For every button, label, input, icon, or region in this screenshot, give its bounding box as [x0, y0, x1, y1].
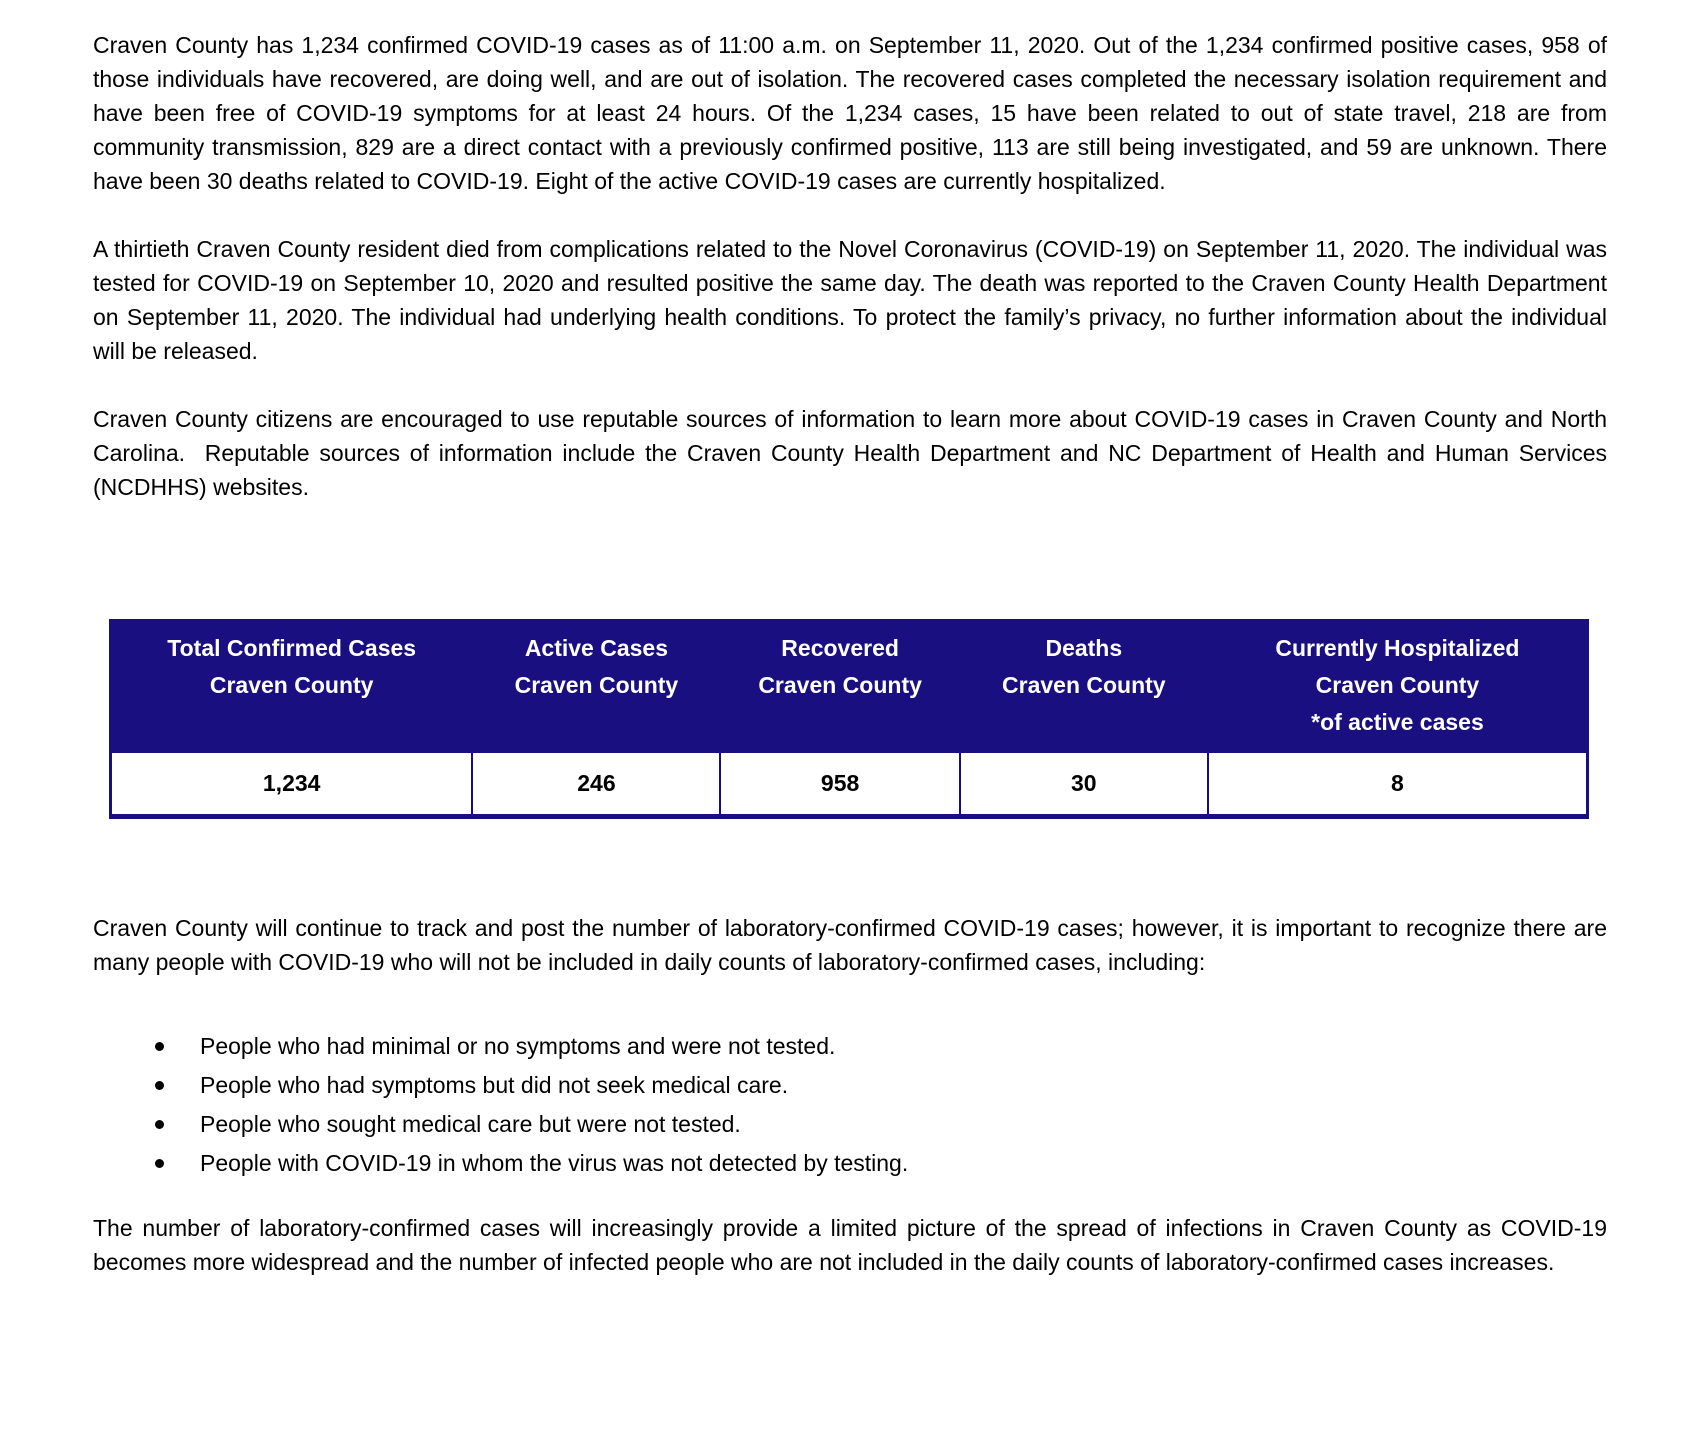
value-hospitalized: 8 — [1208, 752, 1588, 816]
header-note: *of active cases — [1311, 709, 1484, 735]
paragraph-tracking: Craven County will continue to track and post the number of laboratory-confirmed COVID-19 cases; however, it is important to recognize there are many people with COVID-19 who will not be included in daily counts of laboratory-confirmed cases, including: — [93, 914, 1607, 975]
list-item: People who had minimal or no symptoms and were not tested. — [93, 1027, 1607, 1066]
paragraph-intro: Craven County has 1,234 confirmed COVID-19 cases as of 11:00 a.m. on September 11, 2020. Out of the 1,234 confirmed positive cases, 958 of those individuals have recovered, are doing well, and are out of isolation. The recovered cases completed the necessary isolation requirement and have been free of COVID-19 symptoms for at least 24 hours. Of the 1,234 cases, 15 have been related to out of state travel, 218 are from community transmission, 829 are a direct contact with a previously confirmed positive, 113 are still being investigated, and 59 are unknown. There have been 30 deaths related to COVID-19. Eight of the active COVID-19 cases are currently hospitalized. — [93, 32, 1607, 194]
covid-stats-table — [109, 619, 1589, 819]
table-header-total-confirmed — [111, 621, 473, 753]
list-item: People who had symptoms but did not seek medical care. — [93, 1066, 1607, 1105]
list-item: People who sought medical care but were not tested. — [93, 1105, 1607, 1144]
value-recovered: 958 — [720, 752, 959, 816]
paragraph-death-report: A thirtieth Craven County resident died from complications related to the Novel Coronavirus (COVID-19) on September 11, 2020. The individual was tested for COVID-19 on September 10, 2020 and resulted positive the same day. The death was reported to the Craven County Health Department on September 11, 2020. The individual had underlying health conditions. To protect the family’s privacy, no further information about the individual will be released. — [93, 236, 1607, 364]
header-title: Currently Hospitalized — [1275, 635, 1520, 661]
table-header-hospitalized — [1208, 621, 1588, 753]
list-item: People with COVID-19 in whom the virus was not detected by testing. — [93, 1144, 1607, 1183]
table-header-recovered — [720, 621, 959, 753]
header-subtitle: Craven County — [514, 672, 679, 698]
header-title: Deaths — [1045, 635, 1123, 661]
header-title: Total Confirmed Cases — [167, 635, 417, 661]
table-header-deaths — [960, 621, 1208, 753]
header-subtitle: Craven County — [758, 672, 922, 698]
header-subtitle: Craven County — [1315, 672, 1480, 698]
paragraph-sources: Craven County citizens are encouraged to use reputable sources of information to learn more about COVID-19 cases in Craven County and North Carolina. Reputable sources of information include the Craven County Health Department and NC Department of Health and Human Services (NCDHHS) websites. — [93, 406, 1607, 500]
header-title: Active Cases — [524, 635, 669, 661]
table-header-active-cases — [472, 621, 720, 753]
uncounted-cases-list — [93, 1027, 1607, 1183]
paragraph-limited-picture: The number of laboratory-confirmed cases will increasingly provide a limited picture of the spread of infections in Craven County as COVID-19 becomes more widespread and the number of infected people who are not included in the daily counts of laboratory-confirmed cases increases. — [93, 1214, 1607, 1275]
table-values-row — [111, 752, 1588, 816]
header-title: Recovered — [781, 635, 899, 661]
table-header-row — [111, 621, 1588, 753]
header-subtitle: Craven County — [209, 672, 374, 698]
header-subtitle: Craven County — [1002, 672, 1166, 698]
value-deaths: 30 — [960, 752, 1208, 816]
value-active-cases: 246 — [472, 752, 720, 816]
value-total-confirmed: 1,234 — [111, 752, 473, 816]
